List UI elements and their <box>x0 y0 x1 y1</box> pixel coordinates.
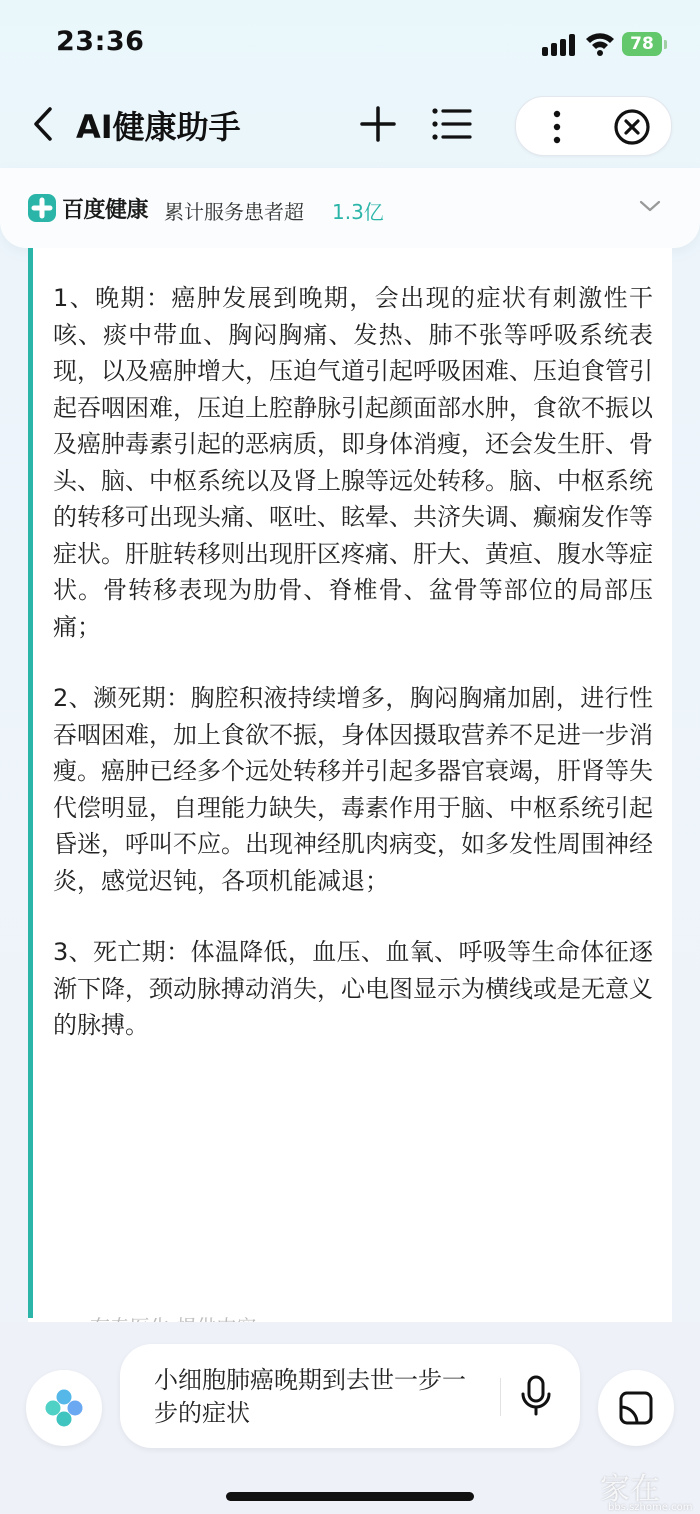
chevron-down-icon[interactable] <box>638 198 662 214</box>
answer-paragraph: 3、死亡期：体温降低，血压、血氧、呼吸等生命体征逐渐下降，颈动脉搏动消失，心电图显示为横线或是无意义的脉搏。 <box>53 938 653 1039</box>
history-list-icon[interactable] <box>430 106 474 142</box>
assistant-flower-icon <box>44 1388 84 1428</box>
query-input[interactable] <box>120 1344 580 1448</box>
battery-tip <box>664 40 667 49</box>
page-title: AI健康助手 <box>76 108 241 146</box>
signal-icon <box>542 34 576 56</box>
new-chat-icon[interactable] <box>358 104 398 144</box>
battery-indicator: 78 <box>622 32 662 56</box>
brand-name: 百度健康 <box>62 198 149 223</box>
nav-bar <box>0 90 700 160</box>
wifi-icon <box>584 30 616 56</box>
brand-tagline: 累计服务患者超 <box>164 200 304 224</box>
microphone-icon[interactable] <box>518 1374 554 1418</box>
answer-paragraph: 1、晚期：癌肿发展到晚期，会出现的症状有刺激性干咳、痰中带血、胸闷胸痛、发热、肺不张等呼吸系统表现，以及癌肿增大，压迫气道引起呼吸困难、压迫食管引起吞咽困难，压迫上腔静脉引起颜面部水肿，食欲不振以及癌肿毒素引起的恶病质，即身体消瘦，还会发生肝、骨头、脑、中枢系统以及肾上腺等远处转移。脑、中枢系统的转移可出现头痛、呕吐、眩晕、共济失调、癫痫发作等症状。肝脏转移则出现肝区疼痛、肝大、黄疸、腹水等症状。骨转移表现为肋骨、脊椎骨、盆骨等部位的局部压痛； <box>53 284 653 641</box>
query-text[interactable]: 小细胞肺癌晚期到去世一步一步的症状 <box>154 1366 466 1427</box>
assistant-button[interactable] <box>26 1370 102 1446</box>
accent-bar <box>28 248 33 1318</box>
brand-patient-count: 1.3亿 <box>332 200 384 224</box>
status-bar <box>0 0 700 90</box>
close-icon[interactable] <box>612 107 652 147</box>
watermark: 家在 <box>600 1472 660 1507</box>
watermark-url: bbs.szhome.com <box>608 1502 693 1513</box>
more-icon[interactable] <box>552 110 562 144</box>
answer-paragraph: 2、濒死期：胸腔积液持续增多，胸闷胸痛加剧，进行性吞咽困难，加上食欲不振，身体因摄取营养不足进一步消瘦。癌肿已经多个远处转移并引起多器官衰竭，肝肾等失代偿明显，自理能力缺失，毒素作用于脑、中枢系统引起昏迷，呼叫不应。出现神经肌肉病变，如多发性周围神经炎，感觉迟钝，各项机能减退； <box>53 684 653 895</box>
back-icon[interactable] <box>26 104 60 144</box>
screenshot-icon <box>618 1390 654 1426</box>
brand-banner[interactable] <box>0 168 700 248</box>
input-divider <box>500 1378 501 1416</box>
baidu-health-logo-icon <box>26 192 58 224</box>
home-indicator[interactable] <box>226 1492 474 1501</box>
answer-card <box>28 248 672 1328</box>
status-time: 23:36 <box>56 26 145 57</box>
input-area <box>0 1322 700 1514</box>
answer-body <box>53 280 653 1044</box>
screenshot-button[interactable] <box>598 1370 674 1446</box>
mini-program-capsule <box>515 96 672 156</box>
